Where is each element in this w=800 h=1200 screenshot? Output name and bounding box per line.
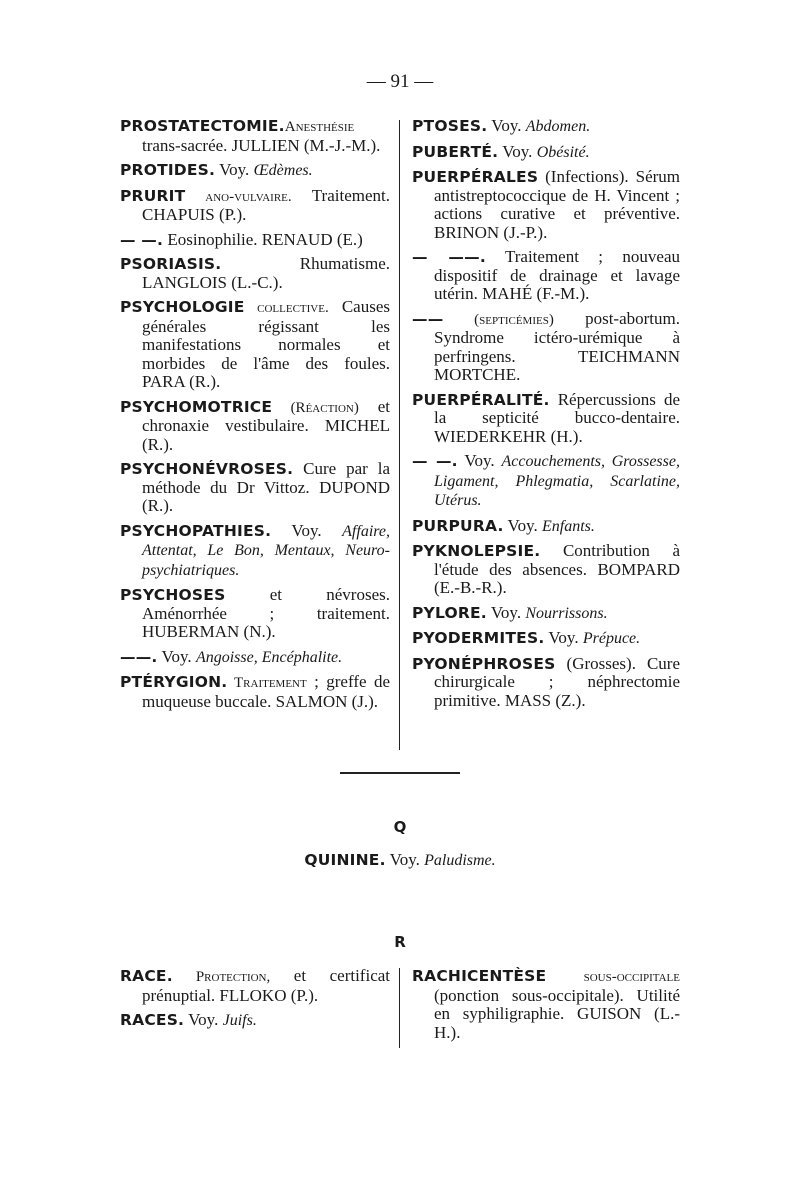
entry-headword: PYODERMITES. <box>412 629 545 647</box>
entry-text: Traitement ; nouveau dispositif de drainage et lavage utérin. MAHÉ (F.-M.). <box>434 247 680 303</box>
entry-text: Eosinophilie. RENAUD (E.) <box>163 229 363 249</box>
index-entry <box>120 1011 390 1031</box>
entry-headword: PROSTATECTOMIE. <box>120 117 285 135</box>
column-divider-bottom <box>399 968 400 1048</box>
page-number: — 91 — <box>366 71 434 92</box>
entry-text: Voy. <box>503 515 542 535</box>
entry-reference: Nourrissons. <box>525 604 608 622</box>
section-letter-r: R <box>394 933 406 951</box>
index-entry <box>120 255 390 292</box>
entry-headword: PYLORE. <box>412 603 487 622</box>
index-entry <box>120 161 390 181</box>
entry-text: Voy. <box>486 602 526 622</box>
index-entry <box>412 391 680 447</box>
entry-reference: Œdèmes. <box>253 162 313 179</box>
bottom-right-column <box>412 967 680 1048</box>
entry-text: Causes générales régissant les manifestations normales et morbides de l'âme des foules. PARA (R.). <box>142 297 390 391</box>
entry-text: Voy. <box>457 451 502 470</box>
entry-subhead: Traitement <box>227 675 307 691</box>
entry-reference: Enfants. <box>541 517 595 535</box>
entry-headword: PSYCHOPATHIES. <box>120 521 272 540</box>
entry-text: Voy. <box>498 141 537 161</box>
index-entry <box>412 117 680 137</box>
entry-headword: — —. <box>412 452 458 470</box>
entry-text: Voy. <box>184 1010 223 1029</box>
index-entry <box>120 460 390 516</box>
index-entry <box>412 629 680 649</box>
entry-headword: PUERPÉRALES <box>412 168 539 186</box>
entry-text: Contribution à l'étude des absences. BOMPARD (E.-B.-R.). <box>434 541 680 597</box>
entry-headword: RACHICENTÈSE <box>412 967 547 985</box>
entry-headword: PRURIT <box>120 186 186 205</box>
entry-reference: Paludisme. <box>424 852 496 869</box>
index-entry <box>412 452 680 511</box>
index-entry <box>412 168 680 242</box>
entry-headword: PSYCHOLOGIE <box>120 298 245 316</box>
entry-text: et chronaxie vestibulaire. MICHEL (R.). <box>142 396 390 454</box>
entry-reference: Angoisse, Encéphalite. <box>195 648 343 666</box>
column-divider <box>399 120 400 750</box>
entry-text: Voy. <box>544 628 583 647</box>
section-rule <box>340 772 460 774</box>
entry-subhead: collective. <box>244 300 329 316</box>
index-entry <box>412 248 680 304</box>
entry-headword: — ——. <box>412 248 486 266</box>
entry-headword: RACE. <box>120 967 173 985</box>
entry-text: (Grosses). Cure chirurgicale ; néphrectomie primitive. MASS (Z.). <box>434 653 680 710</box>
index-entry <box>412 143 680 163</box>
entry-subhead: (septicémies) <box>443 311 554 328</box>
entry-reference: Obésité. <box>536 143 590 161</box>
entry-headword: —— <box>412 309 444 328</box>
entry-reference: Accouchements, Grossesse, Ligament, Phlegmatia, Scarlatine, Utérus. <box>434 453 680 509</box>
entry-quinine <box>0 850 800 870</box>
index-entry <box>412 310 680 385</box>
entry-headword: PSORIASIS. <box>120 255 222 273</box>
section-letter-q: Q <box>393 818 407 836</box>
entry-headword: PROTIDES. <box>120 161 216 179</box>
entry-text: (Infections). Sérum antistreptococcique de H. Vincent ; actions curative et préventive. BRINON (J.-P.). <box>434 167 680 242</box>
index-entry <box>120 398 390 455</box>
entry-headword: QUININE. <box>304 851 386 869</box>
entry-text: (ponction sous-occipitale). Utilité en syphiligraphie. GUISON (L.-H.). <box>434 985 680 1042</box>
entry-text: Répercussions de la septicité bucco-dentaire. WIEDERKEHR (H.). <box>434 389 680 446</box>
entry-text: Voy. <box>215 160 254 179</box>
index-entry <box>120 117 390 155</box>
index-entry <box>412 604 680 624</box>
entry-text: Voy. <box>487 116 526 135</box>
entry-text: et certificat prénuptial. FLLOKO (P.). <box>142 966 391 1005</box>
entry-reference: Abdomen. <box>525 118 591 135</box>
index-entry <box>120 298 390 392</box>
left-column <box>120 117 390 717</box>
index-entry <box>412 655 680 711</box>
entry-headword: PYONÉPHROSES <box>412 654 556 673</box>
entry-headword: PSYCHOSES <box>120 586 226 604</box>
entry-headword: PUBERTÉ. <box>412 142 499 161</box>
entry-headword: PSYCHONÉVROSES. <box>120 460 294 478</box>
entry-reference: Prépuce. <box>582 630 641 647</box>
entry-subhead: (Réaction) <box>272 399 359 416</box>
right-column <box>412 117 680 716</box>
entry-subhead: Protection, <box>172 969 271 985</box>
entry-headword: PYKNOLEPSIE. <box>412 542 541 560</box>
bottom-left-column <box>120 967 390 1037</box>
index-entry <box>120 187 390 225</box>
entry-subhead: ano-vulvaire. <box>185 188 292 205</box>
entry-text: Traitement. CHAPUIS (P.). <box>142 185 390 224</box>
index-entry <box>412 542 680 598</box>
entry-subhead: Anesthésie <box>284 119 355 135</box>
entry-text: post-abortum. Syndrome ictéro-urémique à perfringens. TEICHMANN MORTCHE. <box>434 308 680 384</box>
entry-reference: Juifs. <box>222 1012 257 1029</box>
entry-text: Voy. <box>157 646 196 666</box>
entry-reference: Affaire, Attentat, Le Bon, Mentaux, Neuro-psychiatriques. <box>142 522 390 579</box>
entry-text: Rhumatisme. LANGLOIS (L.-C.). <box>142 254 390 292</box>
entry-headword: PURPURA. <box>412 516 504 535</box>
index-entry <box>120 586 390 642</box>
entry-headword: PSYCHOMOTRICE <box>120 397 273 416</box>
entry-text: ; greffe de muqueuse buccale. SALMON (J.). <box>142 672 390 711</box>
entry-headword: PUERPÉRALITÉ. <box>412 390 550 409</box>
entry-headword: PTOSES. <box>412 117 488 135</box>
entry-text: Cure par la méthode du Dr Vittoz. DUPOND (R.). <box>142 459 390 515</box>
index-entry <box>412 967 680 1042</box>
index-entry <box>120 522 390 581</box>
entry-headword: PTÉRYGION. <box>120 673 228 691</box>
index-entry <box>120 231 390 250</box>
entry-text: et névroses. Aménorrhée ; traitement. HUBERMAN (N.). <box>142 585 390 641</box>
entry-headword: ——. <box>120 647 158 666</box>
index-entry <box>412 517 680 537</box>
entry-headword: — —. <box>120 230 164 249</box>
entry-headword: RACES. <box>120 1011 185 1029</box>
entry-subhead: sous-occipitale <box>546 969 680 985</box>
entry-text: Voy. <box>271 520 343 540</box>
index-entry <box>120 673 390 711</box>
entry-text: Voy. <box>385 850 425 869</box>
index-entry <box>120 648 390 668</box>
entry-text: trans-sacrée. JULLIEN (M.-J.-M.). <box>142 135 381 155</box>
index-entry <box>120 967 390 1005</box>
